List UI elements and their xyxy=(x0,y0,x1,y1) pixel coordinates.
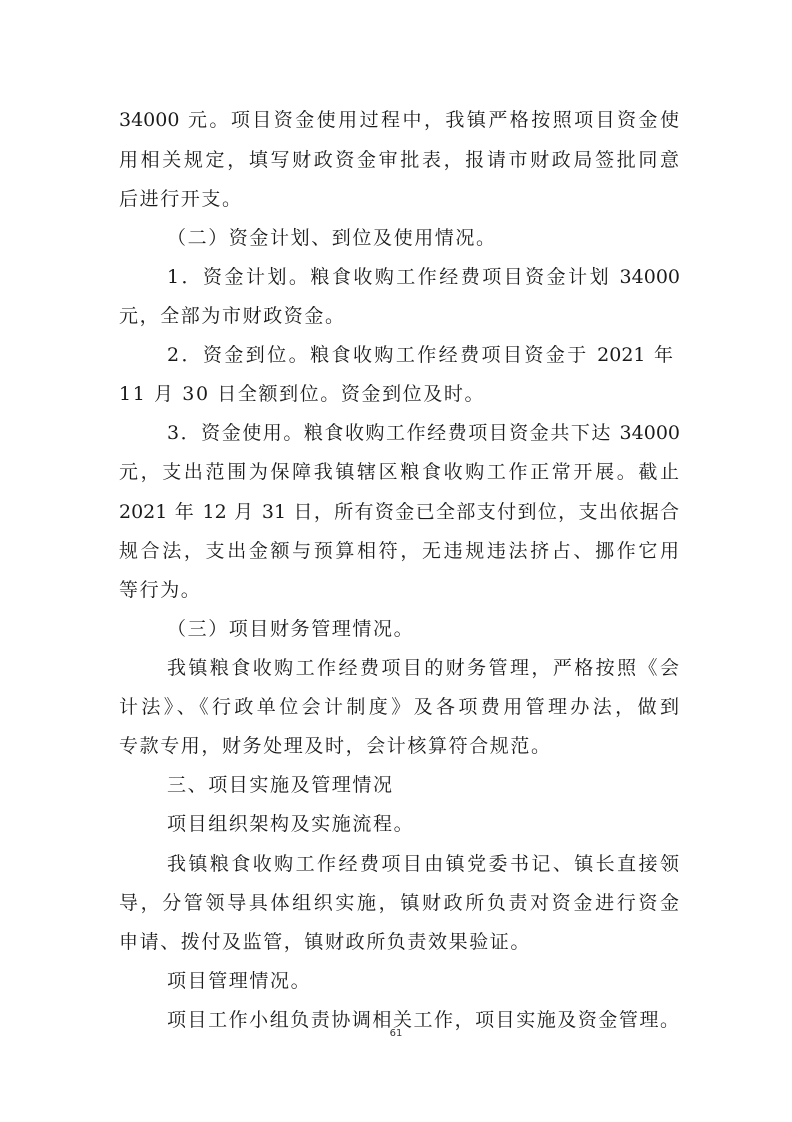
subsection-heading: 项目管理情况。 xyxy=(167,970,312,992)
subsection-heading: 项目组织架构及实施流程。 xyxy=(167,813,415,835)
text-line: 等行为。 xyxy=(119,579,202,601)
text-line: 11 月 30 日全额到位。资金到位及时。 xyxy=(119,383,486,405)
text-line: 规合法，支出金额与预算相符，无违规违法挤占、挪作它用 xyxy=(119,540,679,562)
text-line: 我镇粮食收购工作经费项目的财务管理，严格按照《会 xyxy=(167,657,679,679)
section-heading: 三、项目实施及管理情况 xyxy=(167,774,394,796)
text-line: 申请、拨付及监管，镇财政所负责效果验证。 xyxy=(119,931,532,953)
section-heading: （二）资金计划、到位及使用情况。 xyxy=(167,227,497,249)
text-line: 2021 年 12 月 31 日，所有资金已全部支付到位，支出依据合 xyxy=(119,501,679,523)
page-number: 61 xyxy=(389,1028,403,1039)
text-line: 计法》、《行政单位会计制度》及各项费用管理办法，做到 xyxy=(119,696,679,718)
text-line: 元，全部为市财政资金。 xyxy=(119,305,346,327)
text-line: 3．资金使用。粮食收购工作经费项目资金共下达 34000 xyxy=(167,422,680,444)
text-line: 后进行开支。 xyxy=(119,188,243,210)
text-line: 专款专用，财务处理及时，会计核算符合规范。 xyxy=(119,735,552,757)
text-line: 项目工作小组负责协调相关工作，项目实施及资金管理。 xyxy=(167,1009,679,1031)
text-line: 1．资金计划。粮食收购工作经费项目资金计划 34000 xyxy=(167,266,680,288)
text-line: 导，分管领导具体组织实施，镇财政所负责对资金进行资金 xyxy=(119,892,679,914)
text-line: 2．资金到位。粮食收购工作经费项目资金于 2021 年 xyxy=(167,344,673,366)
section-heading: （三）项目财务管理情况。 xyxy=(167,618,415,640)
text-line: 元，支出范围为保障我镇辖区粮食收购工作正常开展。截止 xyxy=(119,461,679,483)
text-line: 用相关规定，填写财政资金审批表，报请市财政局签批同意 xyxy=(119,149,679,171)
text-line: 34000 元。项目资金使用过程中，我镇严格按照项目资金使 xyxy=(119,109,679,131)
text-line: 我镇粮食收购工作经费项目由镇党委书记、镇长直接领 xyxy=(167,853,679,875)
